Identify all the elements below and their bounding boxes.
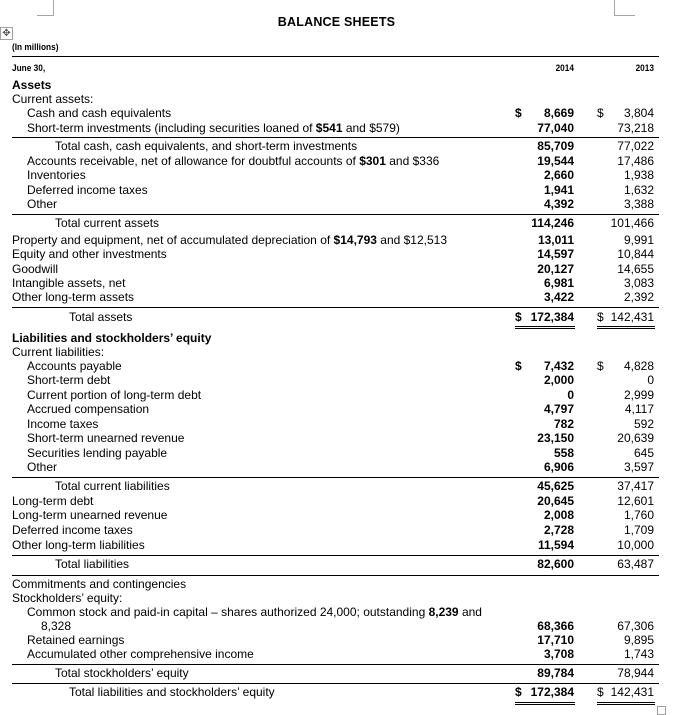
table-row [0, 460, 673, 475]
value-2014: 13,011 [537, 233, 574, 247]
value-2014: 85,709 [537, 139, 574, 153]
current-assets-heading: Current assets: [12, 92, 94, 106]
table-row-total [0, 310, 673, 325]
table-row [0, 154, 673, 169]
currency-symbol: $ [597, 359, 604, 373]
value-2013: 645 [633, 446, 654, 460]
value-2014: 11,594 [537, 538, 574, 552]
value-2013: 78,944 [617, 666, 654, 680]
subsection-heading-row [0, 345, 673, 360]
table-resize-handle-icon[interactable] [657, 706, 666, 715]
value-2013: 3,804 [623, 106, 654, 120]
value-2014: 68,366 [537, 619, 574, 633]
row-label: Long-term debt [12, 494, 94, 508]
value-2014: 23,150 [537, 431, 574, 445]
value-2014: 4,392 [543, 197, 574, 211]
row-label: Total current liabilities [55, 479, 170, 493]
value-2013: 10,844 [617, 247, 654, 261]
value-2013: 2,999 [623, 388, 654, 402]
row-label: Other [27, 197, 58, 211]
value-2013: 142,431 [610, 685, 654, 699]
value-2014: 77,040 [537, 121, 574, 135]
value-2013: 1,632 [623, 183, 654, 197]
currency-symbol: $ [597, 685, 604, 699]
row-label: Other long-term assets [12, 290, 135, 304]
rule [12, 575, 659, 576]
double-rule [515, 704, 575, 705]
double-rule [597, 328, 655, 329]
header-rule [12, 56, 659, 57]
subsection-heading-row [0, 591, 673, 606]
currency-symbol: $ [597, 310, 604, 324]
table-row [0, 577, 673, 592]
row-label: Long-term unearned revenue [12, 508, 168, 522]
double-rule [515, 328, 575, 329]
row-label: Deferred income taxes [27, 183, 148, 197]
value-2014: 45,625 [537, 479, 574, 493]
row-label: Goodwill [12, 262, 59, 276]
value-2013: 4,828 [623, 359, 654, 373]
row-label: Property and equipment, net of accumulated depreciation of $14,793 and $12,513 [12, 233, 448, 247]
row-label: Equity and other investments [12, 247, 167, 261]
value-2014: 3,422 [543, 290, 574, 304]
value-2013: 9,991 [623, 233, 654, 247]
value-2013: 1,743 [623, 647, 654, 661]
value-2014: 20,127 [537, 262, 574, 276]
section-heading-row [0, 78, 673, 93]
table-row [0, 197, 673, 212]
value-2013: 14,655 [617, 262, 654, 276]
stockholders-equity-heading: Stockholders’ equity: [12, 591, 123, 605]
double-rule [597, 702, 655, 703]
table-row [0, 373, 673, 388]
value-2014: 3,708 [543, 647, 574, 661]
row-label-continued: 8,328 [41, 619, 72, 633]
value-2014: 6,981 [543, 276, 574, 290]
value-2014: 172,384 [530, 310, 574, 324]
table-row [0, 233, 673, 248]
row-label: Short-term investments (including securities loaned of $541 and $579) [27, 121, 400, 135]
row-label: Securities lending payable [27, 446, 168, 460]
row-label: Total cash, cash equivalents, and short-term investments [55, 139, 358, 153]
table-row [0, 106, 673, 121]
row-label: Other [27, 460, 58, 474]
value-2013: 20,639 [617, 431, 654, 445]
rule [12, 683, 659, 684]
value-2014: 172,384 [530, 685, 574, 699]
value-2014: 2,000 [543, 373, 574, 387]
current-liabilities-heading: Current liabilities: [12, 345, 105, 359]
row-label: Total liabilities [55, 557, 130, 571]
table-row-total [0, 666, 673, 681]
value-2014: 1,941 [543, 183, 574, 197]
table-row [0, 523, 673, 538]
units-label: (In millions) [12, 42, 59, 52]
row-label: Inventories [27, 168, 86, 182]
page-corner-marker-left [37, 0, 54, 16]
row-label: Total stockholders’ equity [55, 666, 189, 680]
row-label: Total current assets [55, 216, 160, 230]
table-row [0, 183, 673, 198]
currency-symbol: $ [515, 106, 522, 120]
rule [12, 137, 659, 138]
value-2013: 1,760 [623, 508, 654, 522]
value-2013: 9,895 [623, 633, 654, 647]
table-row [0, 247, 673, 262]
row-label: Total liabilities and stockholders’ equity [69, 685, 275, 699]
value-2013: 67,306 [617, 619, 654, 633]
table-row [0, 290, 673, 305]
table-row [0, 647, 673, 662]
date-header: June 30, [12, 63, 46, 73]
liabilities-heading: Liabilities and stockholders’ equity [12, 331, 212, 345]
row-label: Retained earnings [27, 633, 125, 647]
document-title: BALANCE SHEETS [277, 15, 396, 29]
table-row [0, 388, 673, 403]
row-label: Income taxes [27, 417, 99, 431]
value-2013: 1,709 [623, 523, 654, 537]
value-2014: 2,008 [543, 508, 574, 522]
table-row [0, 216, 673, 231]
value-2013: 17,486 [617, 154, 654, 168]
value-2013: 3,597 [623, 460, 654, 474]
table-move-handle-icon[interactable]: ✥ [0, 27, 13, 40]
currency-symbol: $ [515, 310, 522, 324]
table-row [0, 538, 673, 553]
currency-symbol: $ [515, 685, 522, 699]
table-row [0, 139, 673, 154]
row-label: Accounts payable [27, 359, 122, 373]
row-label: Intangible assets, net [12, 276, 126, 290]
row-label: Short-term unearned revenue [27, 431, 185, 445]
rule [12, 214, 659, 215]
rule [12, 477, 659, 478]
value-2014: 558 [553, 446, 574, 460]
value-2013: 37,417 [617, 479, 654, 493]
value-2014: 89,784 [537, 666, 574, 680]
table-row [0, 633, 673, 648]
double-rule [597, 704, 655, 705]
table-row [0, 494, 673, 509]
row-label: Short-term debt [27, 373, 111, 387]
double-rule [597, 326, 655, 327]
value-2014: 782 [553, 417, 574, 431]
value-2013: 101,466 [610, 216, 654, 230]
value-2014: 82,600 [537, 557, 574, 571]
value-2013: 1,938 [623, 168, 654, 182]
value-2014: 2,728 [543, 523, 574, 537]
value-2014: 17,710 [537, 633, 574, 647]
value-2014: 20,645 [537, 494, 574, 508]
value-2014: 8,669 [543, 106, 574, 120]
row-label: Current portion of long-term debt [27, 388, 202, 402]
value-2014: 114,246 [531, 216, 574, 230]
value-2013: 142,431 [610, 310, 654, 324]
double-rule [515, 702, 575, 703]
row-label: Cash and cash equivalents [27, 106, 172, 120]
value-2014: 6,906 [543, 460, 574, 474]
table-row [0, 479, 673, 494]
value-2013: 12,601 [617, 494, 654, 508]
column-header-2013: 2013 [635, 63, 654, 73]
value-2013: 2,392 [623, 290, 654, 304]
table-row [0, 417, 673, 432]
value-2013: 73,218 [617, 121, 654, 135]
value-2014: 19,544 [537, 154, 574, 168]
assets-heading: Assets [12, 78, 52, 92]
row-label: Common stock and paid-in capital – shares authorized 24,000; outstanding 8,239 and [27, 605, 482, 619]
value-2014: 14,597 [537, 247, 574, 261]
table-row [0, 276, 673, 291]
value-2014: 0 [567, 388, 574, 402]
table-row [0, 168, 673, 183]
rule [12, 555, 659, 556]
table-row [0, 446, 673, 461]
rule [12, 664, 659, 665]
row-label: Accumulated other comprehensive income [27, 647, 254, 661]
table-row [0, 508, 673, 523]
value-2013: 3,388 [623, 197, 654, 211]
table-row [0, 402, 673, 417]
table-row [0, 619, 673, 634]
subsection-heading-row [0, 92, 673, 107]
column-header-2014: 2014 [555, 63, 574, 73]
value-2014: 2,660 [543, 168, 574, 182]
value-2014: 7,432 [543, 359, 574, 373]
double-rule [515, 326, 575, 327]
row-label: Deferred income taxes [12, 523, 133, 537]
table-row [0, 359, 673, 374]
value-2013: 4,117 [624, 402, 654, 416]
table-row [0, 605, 673, 620]
value-2013: 10,000 [617, 538, 654, 552]
section-heading-row [0, 331, 673, 346]
value-2014: 4,797 [543, 402, 574, 416]
currency-symbol: $ [597, 106, 604, 120]
row-label: Accounts receivable, net of allowance for doubtful accounts of $301 and $336 [27, 154, 440, 168]
value-2013: 0 [647, 373, 654, 387]
table-row-total [0, 685, 673, 700]
table-row [0, 431, 673, 446]
row-label: Total assets [69, 310, 133, 324]
page-corner-marker-right [614, 0, 635, 16]
row-label: Other long-term liabilities [12, 538, 145, 552]
value-2013: 77,022 [617, 139, 654, 153]
commitments-label: Commitments and contingencies [12, 577, 187, 591]
table-row-total [0, 557, 673, 572]
rule [12, 307, 659, 308]
currency-symbol: $ [515, 359, 522, 373]
value-2013: 63,487 [617, 557, 654, 571]
value-2013: 592 [633, 417, 654, 431]
table-row [0, 262, 673, 277]
table-row [0, 121, 673, 136]
row-label: Accrued compensation [27, 402, 150, 416]
value-2013: 3,083 [623, 276, 654, 290]
